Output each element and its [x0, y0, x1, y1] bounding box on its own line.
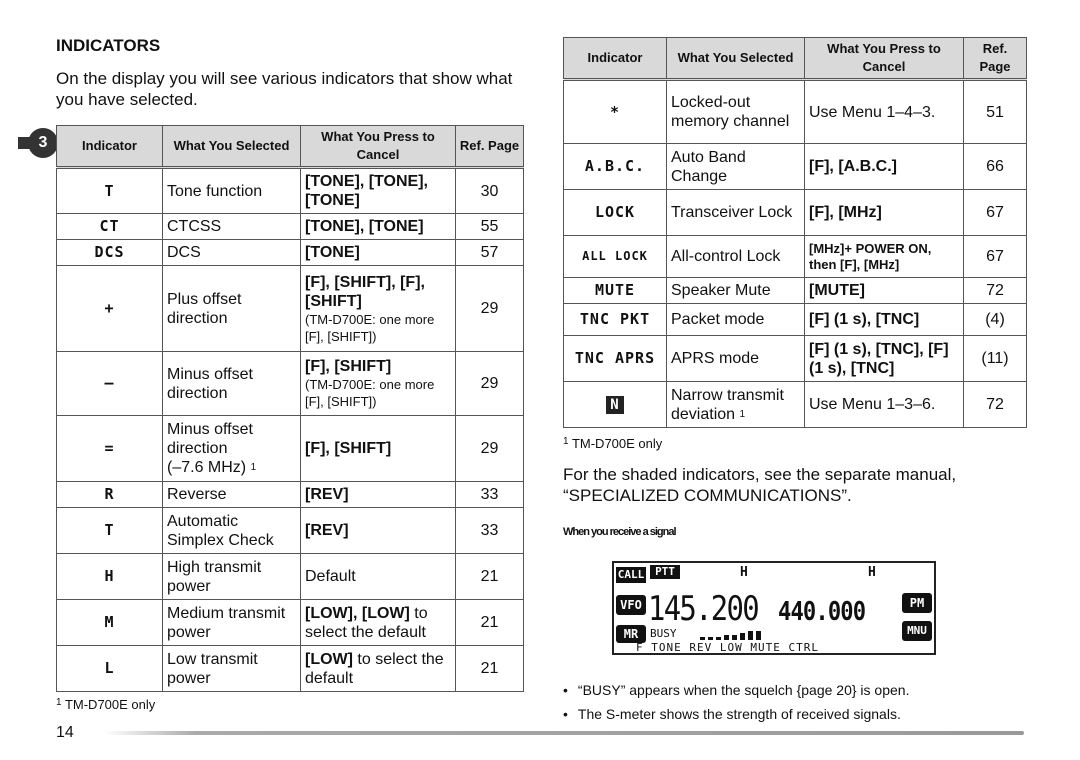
table-row — [57, 416, 524, 482]
footnote-text: TM-D700E only — [571, 436, 663, 451]
selected-cell: Medium transmit power — [163, 600, 301, 646]
ref-cell: 67 — [964, 236, 1027, 278]
table-row — [564, 336, 1027, 382]
header-ref: Ref. Page — [964, 38, 1027, 80]
busy-indicator: BUSY — [650, 627, 677, 640]
table-row — [564, 304, 1027, 336]
page-number: 14 — [56, 724, 74, 741]
indicator-symbol: L — [57, 646, 163, 692]
cancel-cell: Use Menu 1–4–3. — [805, 80, 964, 144]
indicator-symbol: TNC PKT — [564, 304, 667, 336]
shaded-indicators-note: For the shaded indicators, see the separate manual, “SPECIALIZED COMMUNICATIONS”. — [563, 465, 957, 505]
ref-cell: 67 — [964, 190, 1027, 236]
cancel-cell — [301, 646, 456, 692]
indicator-symbol: M — [57, 600, 163, 646]
ref-cell: (11) — [964, 336, 1027, 382]
indicator-symbol: DCS — [57, 240, 163, 266]
footnote-right — [563, 436, 662, 451]
table-row — [564, 278, 1027, 304]
s-meter — [700, 629, 770, 641]
cancel-cell: [MHz]+ POWER ON, then [F], [MHz] — [805, 236, 964, 278]
indicator-symbol: * — [564, 80, 667, 144]
narrow-icon: N — [606, 396, 623, 414]
mr-indicator: MR — [616, 625, 646, 643]
table-row — [564, 80, 1027, 144]
cancel-cell: [F], [SHIFT] — [301, 416, 456, 482]
selected-cell: Locked-out memory channel — [667, 80, 805, 144]
selected-cell: All-control Lock — [667, 236, 805, 278]
ref-cell: 55 — [456, 214, 524, 240]
table-row — [564, 144, 1027, 190]
indicator-symbol: + — [57, 266, 163, 352]
power-indicator-right: H — [868, 565, 876, 580]
bullet-list — [563, 678, 909, 726]
cancel-cell — [301, 352, 456, 416]
indicator-symbol: = — [57, 416, 163, 482]
selected-cell: Plus offset direction — [163, 266, 301, 352]
footnote-marker: 1 — [739, 408, 746, 420]
table-row — [57, 352, 524, 416]
indicator-symbol: ALL LOCK — [564, 236, 667, 278]
cancel-cell: [F] (1 s), [TNC] — [805, 304, 964, 336]
ref-cell: 57 — [456, 240, 524, 266]
menu-indicator: MNU — [902, 621, 932, 641]
footnote-marker: 1 — [563, 436, 569, 447]
power-indicator-left: H — [740, 565, 748, 580]
ref-cell: 29 — [456, 266, 524, 352]
indicators-table-left — [56, 125, 524, 692]
table-row — [57, 240, 524, 266]
cancel-keys: [LOW] — [305, 650, 353, 668]
table-header-row — [564, 38, 1027, 80]
header-selected: What You Selected — [667, 38, 805, 80]
indicator-symbol: TNC APRS — [564, 336, 667, 382]
ref-cell: 21 — [456, 646, 524, 692]
footnote-marker: 1 — [250, 462, 257, 473]
ref-cell: 29 — [456, 352, 524, 416]
footnote-text: TM-D700E only — [64, 697, 156, 712]
cancel-cell: Default — [301, 554, 456, 600]
indicator-symbol: T — [57, 168, 163, 214]
indicator-symbol — [564, 382, 667, 428]
header-selected: What You Selected — [163, 126, 301, 168]
ref-cell: 21 — [456, 600, 524, 646]
cancel-cell — [301, 266, 456, 352]
cancel-cell: [TONE], [TONE] — [301, 214, 456, 240]
cancel-cell: [MUTE] — [805, 278, 964, 304]
table-row — [564, 236, 1027, 278]
function-key-row: F TONE REV LOW MUTE CTRL — [636, 641, 819, 654]
selected-cell: Automatic Simplex Check — [163, 508, 301, 554]
indicator-symbol: T — [57, 508, 163, 554]
cancel-cell — [301, 600, 456, 646]
chapter-number: 3 — [28, 128, 58, 158]
cancel-cell: [F], [A.B.C.] — [805, 144, 964, 190]
frequency-left: 145.200 — [648, 589, 758, 629]
ref-cell: 72 — [964, 278, 1027, 304]
cancel-keys: [LOW], [LOW] — [305, 604, 410, 622]
selected-cell: APRS mode — [667, 336, 805, 382]
table-row — [57, 508, 524, 554]
receive-signal-label: When you receive a signal — [563, 526, 676, 538]
lcd-display — [612, 561, 936, 655]
cancel-note: (TM-D700E: one more [F], [SHIFT]) — [305, 377, 435, 409]
selected-cell: Reverse — [163, 482, 301, 508]
section-heading: INDICATORS — [56, 36, 161, 55]
call-indicator: CALL — [617, 568, 645, 581]
ref-cell: 33 — [456, 508, 524, 554]
table-row — [57, 482, 524, 508]
header-indicator: Indicator — [564, 38, 667, 80]
frequency-right: 440.000 — [778, 597, 866, 627]
table-row — [57, 168, 524, 214]
cancel-note: (TM-D700E: one more [F], [SHIFT]) — [305, 311, 435, 344]
cancel-cell: [REV] — [301, 482, 456, 508]
selected-cell: Low transmit power — [163, 646, 301, 692]
cancel-rest: to select the default — [305, 604, 428, 641]
selected-cell: Minus offset direction — [163, 352, 301, 416]
selected-cell — [163, 416, 301, 482]
table-row — [564, 190, 1027, 236]
table-header-row — [57, 126, 524, 168]
selected-cell: DCS — [163, 240, 301, 266]
table-row — [57, 214, 524, 240]
selected-cell: CTCSS — [163, 214, 301, 240]
ref-cell: 51 — [964, 80, 1027, 144]
indicator-symbol: R — [57, 482, 163, 508]
selected-cell — [667, 382, 805, 428]
indicator-symbol: MUTE — [564, 278, 667, 304]
list-item: • “BUSY” appears when the squelch {page 20} is open. — [563, 678, 909, 702]
header-indicator: Indicator — [57, 126, 163, 168]
ref-cell: (4) — [964, 304, 1027, 336]
page-footer-rule — [104, 731, 1024, 735]
ref-cell: 66 — [964, 144, 1027, 190]
cancel-keys: [F], [SHIFT] — [305, 358, 392, 375]
vfo-indicator: VFO — [616, 595, 646, 615]
selected-cell: High transmit power — [163, 554, 301, 600]
selected-cell: Auto Band Change — [667, 144, 805, 190]
indicator-symbol: LOCK — [564, 190, 667, 236]
indicator-symbol: A.B.C. — [564, 144, 667, 190]
cancel-cell: [F], [MHz] — [805, 190, 964, 236]
pm-indicator: PM — [902, 593, 932, 613]
cancel-cell: [TONE] — [301, 240, 456, 266]
indicators-table-right — [563, 37, 1027, 428]
table-row — [57, 600, 524, 646]
header-cancel: What You Press to Cancel — [805, 38, 964, 80]
ref-cell: 33 — [456, 482, 524, 508]
cancel-rest: to select the default — [305, 650, 444, 687]
selected-cell: Transceiver Lock — [667, 190, 805, 236]
table-row — [57, 554, 524, 600]
indicator-symbol: CT — [57, 214, 163, 240]
cancel-cell: Use Menu 1–3–6. — [805, 382, 964, 428]
ref-cell: 21 — [456, 554, 524, 600]
cancel-cell: [F] (1 s), [TNC], [F] (1 s), [TNC] — [805, 336, 964, 382]
header-ref: Ref. Page — [456, 126, 524, 168]
selected-text: Minus offset direction — [167, 421, 253, 457]
table-row — [57, 646, 524, 692]
ptt-indicator: PTT — [650, 565, 680, 579]
selected-extra: (–7.6 MHz) — [167, 459, 247, 476]
chapter-tab — [18, 128, 52, 158]
footnote-marker: 1 — [56, 697, 62, 708]
intro-text: On the display you will see various indicators that show what you have selected. — [56, 69, 513, 109]
header-cancel: What You Press to Cancel — [301, 126, 456, 168]
selected-cell: Packet mode — [667, 304, 805, 336]
cancel-cell: [TONE], [TONE], [TONE] — [301, 168, 456, 214]
footnote-left — [56, 697, 155, 712]
indicator-symbol: – — [57, 352, 163, 416]
cancel-keys: [F], [SHIFT], [F], [SHIFT] — [305, 273, 425, 310]
table-row — [564, 382, 1027, 428]
selected-cell: Speaker Mute — [667, 278, 805, 304]
ref-cell: 30 — [456, 168, 524, 214]
ref-cell: 29 — [456, 416, 524, 482]
selected-cell: Tone function — [163, 168, 301, 214]
ref-cell: 72 — [964, 382, 1027, 428]
selected-text: Narrow transmit deviation — [671, 386, 784, 423]
cancel-cell: [REV] — [301, 508, 456, 554]
indicator-symbol: H — [57, 554, 163, 600]
table-row — [57, 266, 524, 352]
list-item: • The S-meter shows the strength of received signals. — [563, 702, 909, 726]
